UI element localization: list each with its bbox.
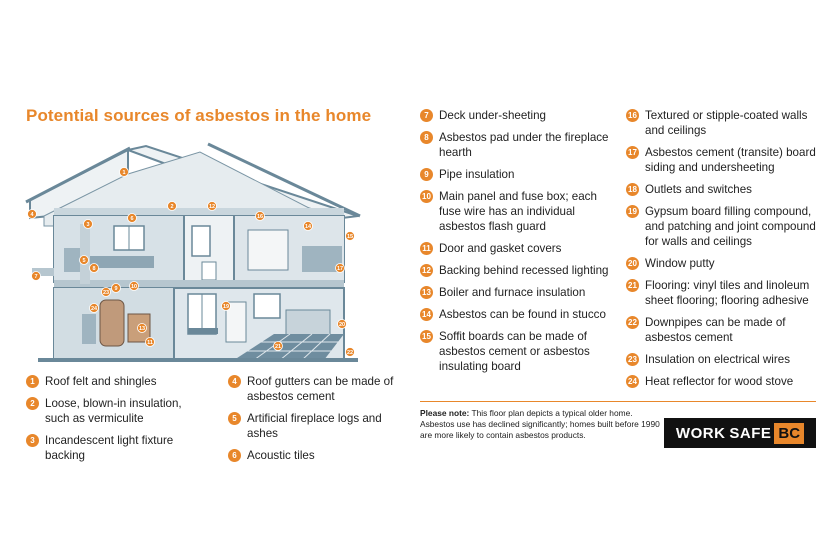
legend-text: Asbestos can be found in stucco	[439, 308, 606, 321]
legend-number: 2	[26, 397, 39, 410]
legend-item-21	[626, 278, 822, 308]
legend-number: 11	[420, 242, 433, 255]
legend-number: 3	[26, 434, 39, 447]
legend-number: 19	[626, 205, 639, 218]
callout-2: 2	[170, 204, 174, 210]
legend-item-5	[228, 411, 400, 441]
legend-item-9	[420, 167, 612, 182]
legend-text: Door and gasket covers	[439, 242, 562, 255]
house-illustration	[24, 138, 364, 368]
legend-text: Artificial fireplace logs and ashes	[247, 412, 382, 440]
logo-bc: BC	[774, 423, 804, 444]
legend-number: 24	[626, 375, 639, 388]
legend-number: 23	[626, 353, 639, 366]
legend-column-1	[26, 374, 206, 470]
legend-item-4	[228, 374, 400, 404]
legend-number: 15	[420, 330, 433, 343]
legend-number: 16	[626, 109, 639, 122]
callout-17: 17	[336, 266, 344, 272]
legend-column-4	[626, 108, 822, 396]
callout-10: 10	[130, 284, 138, 290]
legend-item-8	[420, 130, 612, 160]
legend-number: 7	[420, 109, 433, 122]
legend-number: 8	[420, 131, 433, 144]
legend-number: 5	[228, 412, 241, 425]
callout-16: 16	[256, 214, 264, 220]
legend-column-2	[228, 374, 400, 470]
worksafebc-logo	[664, 418, 816, 448]
legend-text: Heat reflector for wood stove	[645, 375, 794, 388]
note-divider	[420, 401, 816, 402]
legend-text: Acoustic tiles	[247, 449, 315, 462]
callout-21: 21	[274, 344, 282, 350]
legend-text: Insulation on electrical wires	[645, 353, 790, 366]
legend-text: Roof gutters can be made of asbestos cement	[247, 375, 394, 403]
legend-number: 6	[228, 449, 241, 462]
legend-item-23	[626, 352, 822, 367]
legend-item-13	[420, 285, 612, 300]
callout-23: 23	[102, 290, 110, 296]
callout-24: 24	[90, 306, 98, 312]
callout-13: 13	[138, 326, 146, 332]
legend-column-3	[420, 108, 612, 381]
callout-9: 9	[114, 286, 118, 292]
legend-item-20	[626, 256, 822, 271]
legend-item-19	[626, 204, 822, 249]
legend-text: Asbestos cement (transite) board siding and undersheeting	[645, 146, 816, 174]
legend-text: Boiler and furnace insulation	[439, 286, 586, 299]
legend-text: Deck under-sheeting	[439, 109, 546, 122]
legend-text: Downpipes can be made of asbestos cement	[645, 316, 786, 344]
legend-text: Soffit boards can be made of asbestos cement or asbestos insulating board	[439, 330, 590, 373]
legend-item-14	[420, 307, 612, 322]
callout-14: 14	[304, 224, 312, 230]
legend-number: 13	[420, 286, 433, 299]
legend-item-16	[626, 108, 822, 138]
legend-item-24	[626, 374, 822, 389]
legend-text: Roof felt and shingles	[45, 375, 157, 388]
callout-22: 22	[346, 350, 354, 356]
callout-8: 8	[92, 266, 96, 272]
legend-text: Pipe insulation	[439, 168, 515, 181]
legend-number: 1	[26, 375, 39, 388]
legend-item-17	[626, 145, 822, 175]
legend-number: 17	[626, 146, 639, 159]
legend-item-3	[26, 433, 206, 463]
legend-text: Outlets and switches	[645, 183, 752, 196]
legend-item-2	[26, 396, 206, 426]
callout-11: 11	[147, 340, 153, 346]
callout-7: 7	[34, 274, 38, 280]
callout-4: 4	[30, 212, 34, 218]
legend-text: Flooring: vinyl tiles and linoleum sheet flooring; flooring adhesive	[645, 279, 810, 307]
callout-5: 5	[82, 258, 86, 264]
callout-19: 19	[222, 304, 230, 310]
legend-number: 12	[420, 264, 433, 277]
legend-number: 20	[626, 257, 639, 270]
legend-text: Backing behind recessed lighting	[439, 264, 609, 277]
callout-1: 1	[122, 170, 126, 176]
legend-text: Incandescent light fixture backing	[45, 434, 174, 462]
legend-number: 4	[228, 375, 241, 388]
legend-item-18	[626, 182, 822, 197]
legend-item-1	[26, 374, 206, 389]
logo-safe: SAFE	[729, 424, 772, 442]
legend-text: Asbestos pad under the fireplace hearth	[439, 131, 609, 159]
legend-item-6	[228, 448, 400, 463]
legend-item-11	[420, 241, 612, 256]
diagram-title: Potential sources of asbestos in the home	[26, 106, 372, 125]
note-body: This floor plan depicts a typical older home. Asbestos use has declined significantly; homes built before 1990 are more likely to contain asbestos products.	[420, 408, 660, 440]
callout-12: 12	[208, 204, 216, 210]
logo-work: WORK	[675, 424, 726, 442]
legend-number: 21	[626, 279, 639, 292]
legend-number: 22	[626, 316, 639, 329]
legend-text: Gypsum board filling compound, and patching and joint compound for walls and ceilings	[645, 205, 816, 248]
legend-number: 10	[420, 190, 433, 203]
callout-3: 3	[86, 222, 90, 228]
note-label: Please note:	[420, 408, 470, 418]
callout-6: 6	[130, 216, 134, 222]
legend-text: Window putty	[645, 257, 715, 270]
legend-item-7	[420, 108, 612, 123]
legend-text: Textured or stipple-coated walls and ceilings	[645, 109, 808, 137]
legend-number: 18	[626, 183, 639, 196]
legend-item-15	[420, 329, 612, 374]
legend-text: Loose, blown-in insulation, such as vermiculite	[45, 397, 182, 425]
legend-item-12	[420, 263, 612, 278]
legend-text: Main panel and fuse box; each fuse wire has an individual asbestos flash guard	[439, 190, 597, 233]
legend-item-22	[626, 315, 822, 345]
legend-number: 9	[420, 168, 433, 181]
callout-20: 20	[338, 322, 346, 328]
legend-item-10	[420, 189, 612, 234]
note-text	[420, 408, 664, 441]
callout-15: 15	[346, 234, 354, 240]
legend-number: 14	[420, 308, 433, 321]
